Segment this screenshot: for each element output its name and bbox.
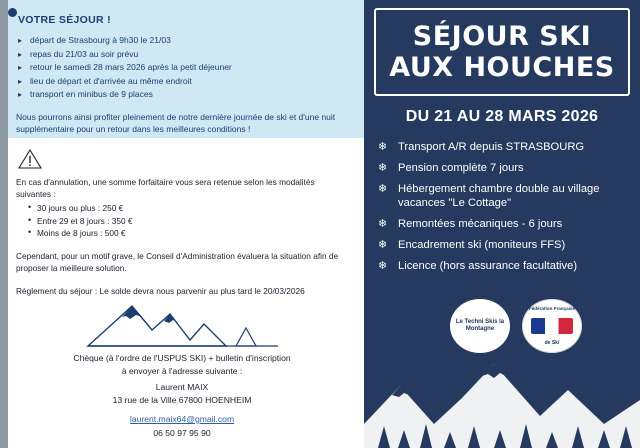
list-item: • 30 jours ou plus : 250 € <box>28 202 346 215</box>
list-item: • Entre 29 et 8 jours : 350 € <box>28 215 346 228</box>
punch-hole <box>8 8 17 17</box>
cancellation-fees-list <box>28 202 346 240</box>
itinerary-list <box>16 34 348 102</box>
page-title-line2: AUX HOUCHES <box>389 52 615 83</box>
itinerary-panel <box>0 0 364 138</box>
phone-number: 06 50 97 95 90 <box>153 428 211 438</box>
list-item: ▸ départ de Strasbourg à 9h30 le 21/03 <box>16 34 348 48</box>
ffs-logo-flag <box>531 318 573 334</box>
recipient-name: Laurent MAIX <box>155 382 209 392</box>
cancellation-intro: En cas d'annulation, une somme forfaitaire vous sera retenue selon les modalités suivantes : <box>16 177 315 199</box>
list-item: ▸ lieu de départ et d'arrivée au même endroit <box>16 75 348 89</box>
recipient-address: 13 rue de la Ville 67800 HOENHEIM <box>112 395 252 405</box>
mountain-silhouette-icon <box>364 338 640 448</box>
list-item: ▸ retour le samedi 28 mars 2026 après la petit déjeuner <box>16 61 348 75</box>
feature-label: Encadrement ski (moniteurs FFS) <box>398 239 566 251</box>
payment-deadline: Règlement du séjour : Le solde devra nous parvenir au plus tard le 20/03/2026 <box>16 285 305 296</box>
list-item <box>378 161 636 175</box>
snowflake-icon: ❄ <box>378 260 388 272</box>
list-item <box>378 259 636 273</box>
itinerary-note: Nous pourrons ainsi profiter pleinement de notre dernière journée de ski et d'une nuit supplémentaire pour un retour dans les meilleures conditions ! <box>16 111 336 134</box>
page-edge-strip <box>0 0 8 448</box>
list-item: ▸ transport en minibus de 9 places <box>16 88 348 102</box>
cheque-instruction-line2: à envoyer à l'adresse suivante : <box>121 365 243 376</box>
snowflake-icon: ❄ <box>378 239 388 251</box>
email-link[interactable]: laurent.maix64@gmail.com <box>129 414 235 424</box>
snowflake-icon: ❄ <box>378 162 388 174</box>
warning-icon <box>18 148 42 170</box>
list-item <box>378 182 636 210</box>
cancellation-panel <box>0 138 364 298</box>
feature-label: Transport A/R depuis STRASBOURG <box>398 141 585 153</box>
feature-label: Hébergement chambre double au village vacances "Le Cottage" <box>398 183 600 209</box>
list-item <box>378 238 636 252</box>
trip-dates: DU 21 AU 28 MARS 2026 <box>405 108 599 125</box>
feature-label: Pension complète 7 jours <box>398 162 524 174</box>
section-title: VOTRE SÉJOUR ! <box>18 14 111 26</box>
warning-row <box>16 148 346 170</box>
cheque-instruction-line1: Chèque (à l'ordre de l'USPUS SKI) + bulletin d'inscription <box>73 353 291 363</box>
mountain-line-art-icon <box>86 296 280 348</box>
list-item: • Moins de 8 jours : 500 € <box>28 227 346 240</box>
title-box <box>374 8 630 96</box>
page-title-line1: SÉJOUR SKI <box>412 21 592 52</box>
list-item: ▸ repas du 21/03 au soir prévu <box>16 48 348 62</box>
features-list <box>378 140 636 280</box>
list-item <box>378 217 636 231</box>
exception-paragraph: Cependant, pour un motif grave, le Conseil d'Administration évaluera la situation afin de proposer la meilleure solution. <box>16 250 339 273</box>
contact-panel <box>0 346 364 448</box>
snowflake-icon: ❄ <box>378 141 388 153</box>
ffs-logo-bottom-text: de Ski <box>544 340 560 346</box>
techni-skis-logo-text: Le Techni Skis la Montagne <box>455 319 505 332</box>
snowflake-icon: ❄ <box>378 218 388 230</box>
list-item <box>378 140 636 154</box>
snowflake-icon: ❄ <box>378 183 388 195</box>
feature-label: Licence (hors assurance facultative) <box>398 260 578 272</box>
right-column <box>364 0 640 448</box>
feature-label: Remontées mécaniques - 6 jours <box>398 218 563 230</box>
ffs-logo-top-text: Fédération Française <box>528 306 576 311</box>
